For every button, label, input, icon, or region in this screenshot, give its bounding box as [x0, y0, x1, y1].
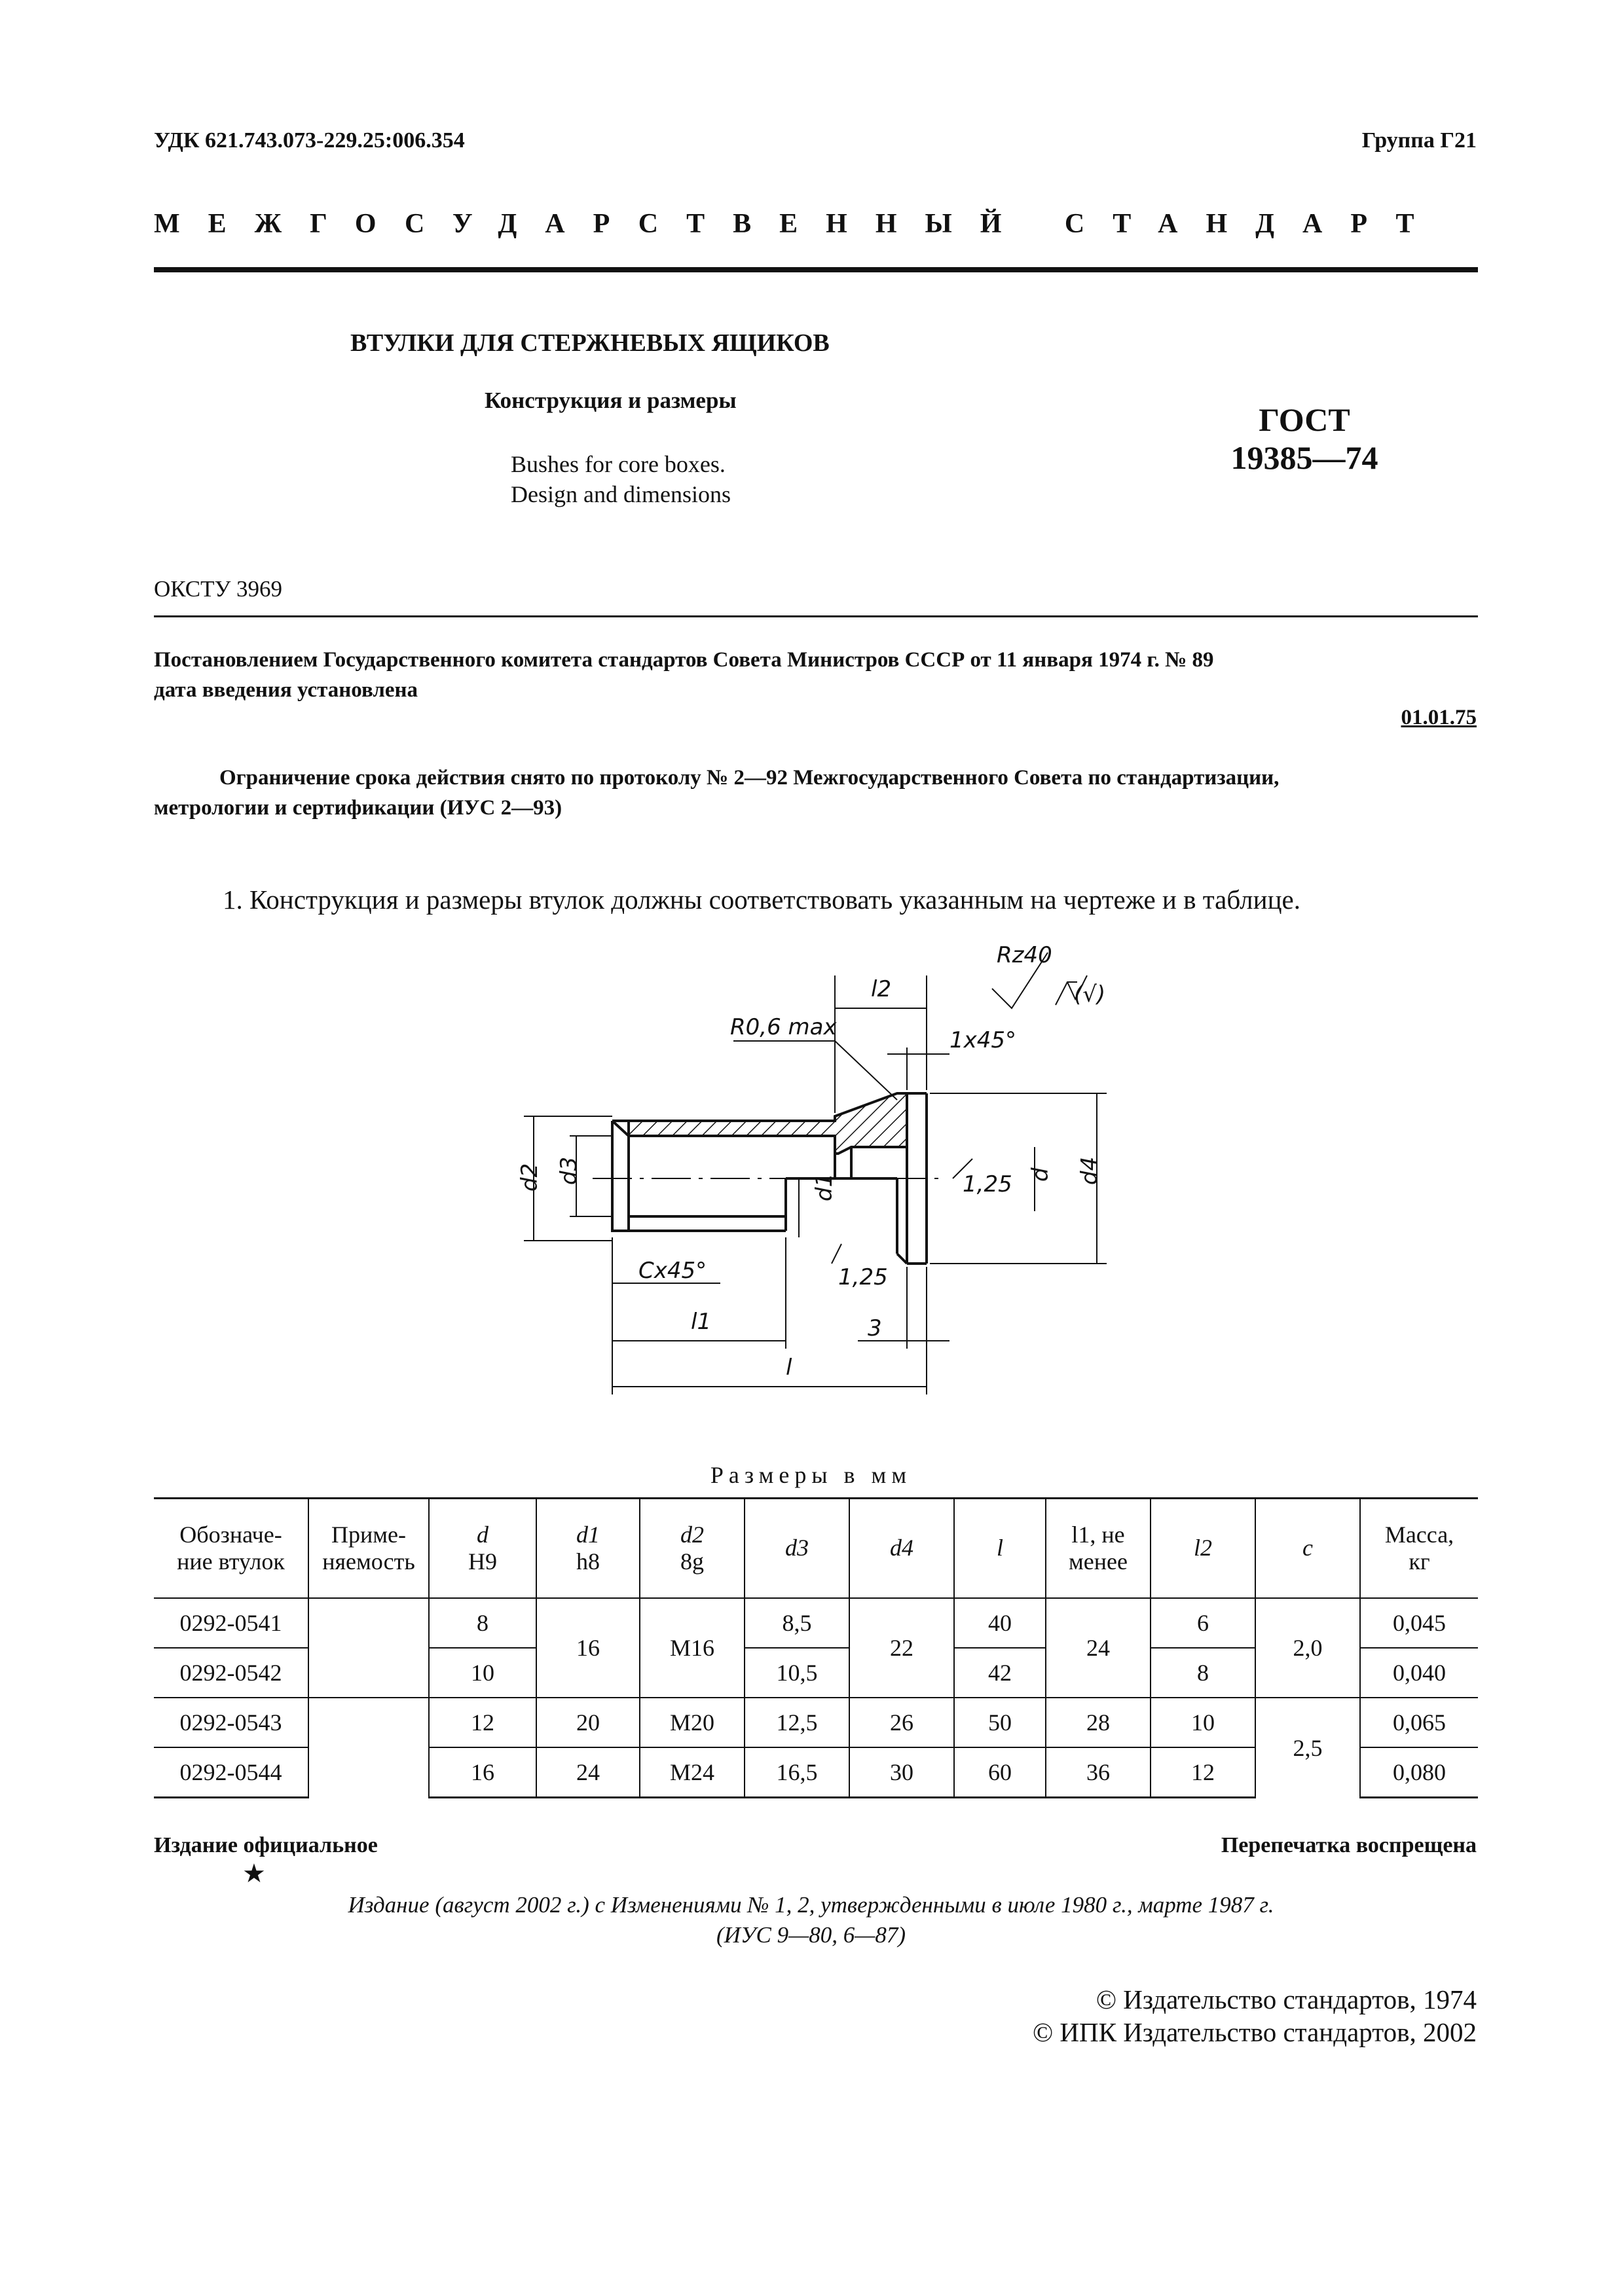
- introduction-date: 01.01.75: [1401, 706, 1477, 729]
- cell-l1: 28: [1046, 1698, 1151, 1747]
- edition-note-2: (ИУС 9—80, 6—87): [716, 1922, 906, 1948]
- cell-d2: M16: [640, 1598, 745, 1698]
- cell-d: 16: [429, 1747, 536, 1798]
- document-subtitle: Конструкция и размеры: [485, 388, 737, 413]
- chamfer-label: 1x45°: [949, 1027, 1017, 1053]
- cell-l: 42: [954, 1648, 1046, 1698]
- english-title-line2: Design and dimensions: [511, 481, 731, 507]
- cell-d3: 10,5: [745, 1648, 849, 1698]
- cell-code: 0292-0544: [154, 1747, 308, 1798]
- cell-l2: 6: [1151, 1598, 1255, 1648]
- table-row: [154, 1598, 1478, 1648]
- l1-label: l1: [691, 1309, 712, 1335]
- cell-mass: 0,080: [1360, 1747, 1478, 1798]
- cell-code: 0292-0543: [154, 1698, 308, 1747]
- cell-l: 40: [954, 1598, 1046, 1648]
- limitation-text-2: метрологии и сертификации (ИУС 2—93): [154, 796, 562, 820]
- d1-label: d1: [811, 1173, 838, 1201]
- r06-label: R0,6 max: [730, 1014, 837, 1040]
- header-c: c: [1255, 1499, 1360, 1598]
- header-usage: Приме- няемость: [308, 1499, 429, 1598]
- cell-code: 0292-0542: [154, 1648, 308, 1698]
- okstu-code: ОКСТУ 3969: [154, 576, 283, 602]
- roughness-label: Rz40: [997, 942, 1052, 968]
- standard-banner: МЕЖГОСУДАРСТВЕННЫЙ СТАНДАРТ: [154, 209, 1443, 239]
- edition-note: Издание (август 2002 г.) с Изменениями № 1, 2, утвержденными в июле 1980 г., марте 1987 г.: [348, 1892, 1274, 1918]
- cell-d4: 26: [849, 1698, 954, 1747]
- limitation-text: Ограничение срока действия снято по протоколу № 2—92 Межгосударственного Совета по стандартизации,: [219, 766, 1280, 790]
- header-l2: l2: [1151, 1499, 1255, 1598]
- header-l1: l1, не менее: [1046, 1499, 1151, 1598]
- cell-d3: 8,5: [745, 1598, 849, 1648]
- cell-l: 60: [954, 1747, 1046, 1798]
- udk-code: УДК 621.743.073-229.25:006.354: [154, 128, 465, 153]
- d-label: d: [1027, 1167, 1054, 1182]
- clause-1: 1. Конструкция и размеры втулок должны соответствовать указанным на чертеже и в таблице.: [223, 884, 1300, 915]
- cell-l2: 8: [1151, 1648, 1255, 1698]
- cell-mass: 0,045: [1360, 1598, 1478, 1648]
- official-edition: Издание официальное: [154, 1833, 378, 1857]
- cell-l2: 12: [1151, 1747, 1255, 1798]
- cell-mass: 0,065: [1360, 1698, 1478, 1747]
- header-mass: Масса, кг: [1360, 1499, 1478, 1598]
- cell-l2: 10: [1151, 1698, 1255, 1747]
- cell-usage: [308, 1598, 429, 1698]
- three-label: 3: [868, 1315, 882, 1341]
- header-code: Обозначе- ние втулок: [154, 1499, 308, 1598]
- cell-usage: [308, 1698, 429, 1798]
- decree-text: Постановлением Государственного комитета стандартов Совета Министров СССР от 11 января 1974 г. № 89: [154, 648, 1214, 672]
- cell-d1: 20: [536, 1698, 640, 1747]
- cell-l: 50: [954, 1698, 1046, 1747]
- table-header-row: [154, 1499, 1478, 1598]
- copyright-1974: © Издательство стандартов, 1974: [1096, 1984, 1477, 2014]
- english-title-line1: Bushes for core boxes.: [511, 451, 726, 477]
- cell-d2: M20: [640, 1698, 745, 1747]
- cell-d: 8: [429, 1598, 536, 1648]
- l2-label: l2: [871, 976, 892, 1002]
- roughness-note: (√): [1074, 981, 1106, 1008]
- gost-label: ГОСТ: [1259, 401, 1350, 438]
- decree-text-2: дата введения установлена: [154, 678, 418, 702]
- radius-top-label: 1,25: [963, 1171, 1012, 1197]
- cell-l1: 36: [1046, 1747, 1151, 1798]
- table-caption: Размеры в мм: [710, 1462, 912, 1488]
- cell-d4: 22: [849, 1598, 954, 1698]
- d2-label: d2: [517, 1163, 543, 1192]
- gost-number: 19385—74: [1230, 439, 1378, 476]
- copyright-2002: © ИПК Издательство стандартов, 2002: [1032, 2017, 1477, 2047]
- cx45-label: Cx45°: [638, 1258, 707, 1284]
- table-row: [154, 1698, 1478, 1747]
- header-d3: d3: [745, 1499, 849, 1598]
- cell-mass: 0,040: [1360, 1648, 1478, 1698]
- header-d: d H9: [429, 1499, 536, 1598]
- reprint-prohibited: Перепечатка воспрещена: [1221, 1833, 1477, 1857]
- cell-d1: 24: [536, 1747, 640, 1798]
- cell-d3: 16,5: [745, 1747, 849, 1798]
- header-d4: d4: [849, 1499, 954, 1598]
- star-icon: ★: [242, 1859, 266, 1888]
- cell-c: 2,5: [1255, 1698, 1360, 1798]
- l-label: l: [786, 1355, 792, 1381]
- cell-d2: M24: [640, 1747, 745, 1798]
- cell-d: 12: [429, 1698, 536, 1747]
- cell-code: 0292-0541: [179, 1610, 282, 1636]
- dimensions-table: [154, 1499, 1478, 1798]
- document-title: ВТУЛКИ ДЛЯ СТЕРЖНЕВЫХ ЯЩИКОВ: [350, 329, 830, 357]
- cell-d1: 16: [536, 1598, 640, 1698]
- header-d1: d1 h8: [536, 1499, 640, 1598]
- cell-d3: 12,5: [745, 1698, 849, 1747]
- header-d2: d2 8g: [640, 1499, 745, 1598]
- d4-label: d4: [1077, 1156, 1103, 1185]
- group-code: Группа Г21: [1361, 128, 1477, 153]
- cell-c: 2,0: [1255, 1598, 1360, 1698]
- header-l: l: [954, 1499, 1046, 1598]
- radius-bottom-label: 1,25: [838, 1264, 888, 1290]
- cell-d: 10: [429, 1648, 536, 1698]
- cell-d4: 30: [849, 1747, 954, 1798]
- cell-l1: 24: [1046, 1598, 1151, 1698]
- d3-label: d3: [556, 1156, 582, 1185]
